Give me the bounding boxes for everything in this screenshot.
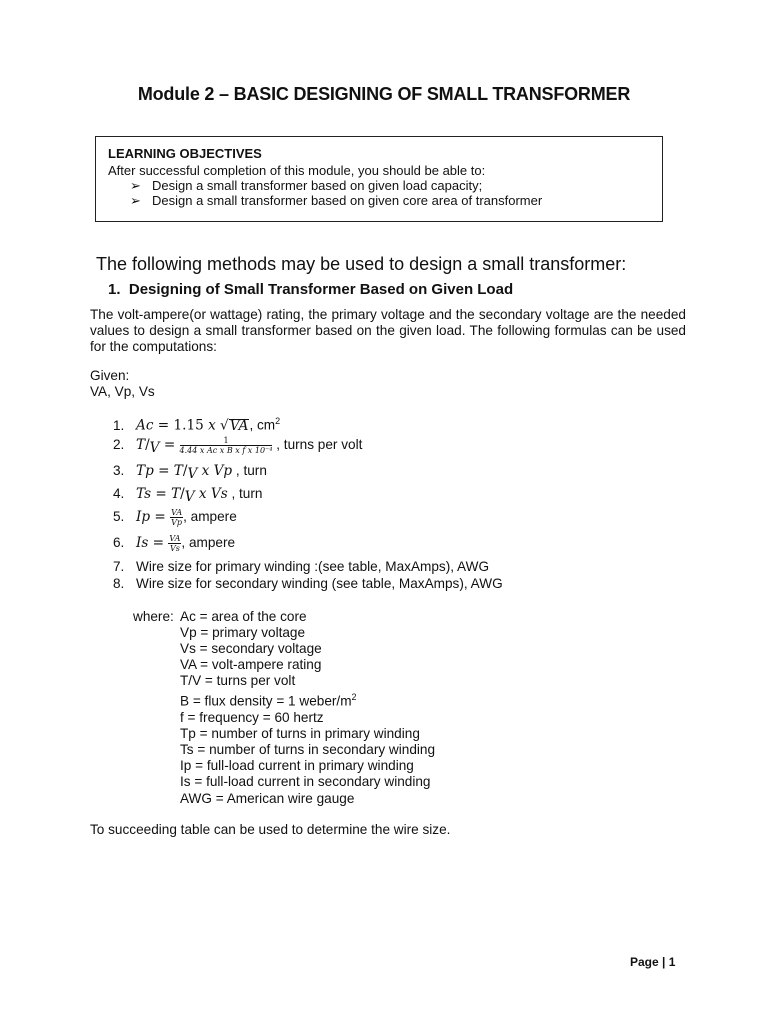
methods-intro: The following methods may be used to design a small transformer:: [96, 254, 627, 274]
formula-item: 3. Tp = T/V x Vp , turn: [113, 463, 267, 482]
definition-item: Is = full-load current in secondary winding: [180, 774, 431, 790]
objective-item: ➢ Design a small transformer based on given load capacity;: [130, 178, 483, 193]
formula-turns-per-volt: T: [136, 437, 146, 454]
section-paragraph: The volt-ampere(or wattage) rating, the primary voltage and the secondary voltage are the needed values to design a small transformer based on the given load. The following formulas can be used for the computations:: [90, 307, 686, 354]
formula-item: 7. Wire size for primary winding :(see table, MaxAmps), AWG: [113, 559, 490, 574]
formula-item: 1. Ac = 1.15 x √VA, $cm^2$: [113, 416, 281, 434]
definition-item: Tp = number of turns in primary winding: [180, 726, 420, 742]
objectives-intro: After successful completion of this module, you should be able to:: [108, 163, 486, 178]
arrow-bullet-icon: ➢: [130, 193, 141, 208]
formula-item: 6. Is = $\frac{VA}{Vs}$ , ampere: [113, 534, 236, 553]
formula-core-area: Ac: [136, 417, 154, 434]
page-title: Module 2 – BASIC DESIGNING OF SMALL TRANSFORMER: [137, 84, 631, 104]
definition-item: f = frequency = 60 hertz: [180, 710, 324, 726]
definition-item: Ts = number of turns in secondary winding: [180, 742, 436, 758]
where-label: where:: [133, 609, 174, 624]
formula-item: 4. Ts = T/V x Vs , turn: [113, 486, 263, 505]
definition-item: Vs = secondary voltage: [180, 641, 322, 657]
objectives-heading: LEARNING OBJECTIVES: [108, 146, 262, 161]
given-label: Given:: [90, 368, 130, 383]
definition-item: Ip = full-load current in primary winding: [180, 758, 414, 774]
formula-primary-turns: Tp = T: [136, 463, 183, 479]
formula-secondary-turns: Ts = T: [136, 486, 181, 502]
arrow-bullet-icon: ➢: [130, 178, 141, 193]
given-values: VA, Vp, Vs: [90, 384, 155, 399]
definition-item: Vp = primary voltage: [180, 625, 306, 641]
formula-primary-current: Ip =: [136, 509, 171, 526]
objective-item: ➢ Design a small transformer based on given core area of transformer: [130, 193, 543, 208]
section-heading: [108, 281, 513, 298]
definition-item: Ac = area of the core: [180, 609, 307, 624]
objectives-list: [130, 178, 542, 208]
formula-secondary-current: Is =: [136, 535, 169, 552]
definition-item: B = flux density = 1 weber/$m^2$: [180, 692, 357, 709]
formula-item: 5. Ip = $\frac{VA}{Vp}$ , ampere: [113, 508, 237, 527]
page-number: Page | 1: [630, 955, 676, 969]
formula-item: 8. Wire size for secondary winding (see table, MaxAmps), AWG: [113, 576, 503, 591]
definition-item: VA = volt-ampere rating: [180, 657, 322, 673]
section-title: Designing of Small Transformer Based on Given Load: [128, 281, 514, 298]
closing-text: To succeeding table can be used to determine the wire size.: [90, 822, 451, 837]
section-number: 1.: [108, 281, 121, 298]
given-block: [90, 368, 155, 400]
formula-item: 2. T/V = $\frac{1}{\text{4.44 x Ac x B x f x 10⁻⁴}}$ , turns per volt: [113, 436, 363, 457]
definition-item: T/V = turns per volt: [180, 673, 296, 689]
definition-item: AWG = American wire gauge: [180, 790, 355, 806]
learning-objectives-box: [95, 136, 663, 222]
